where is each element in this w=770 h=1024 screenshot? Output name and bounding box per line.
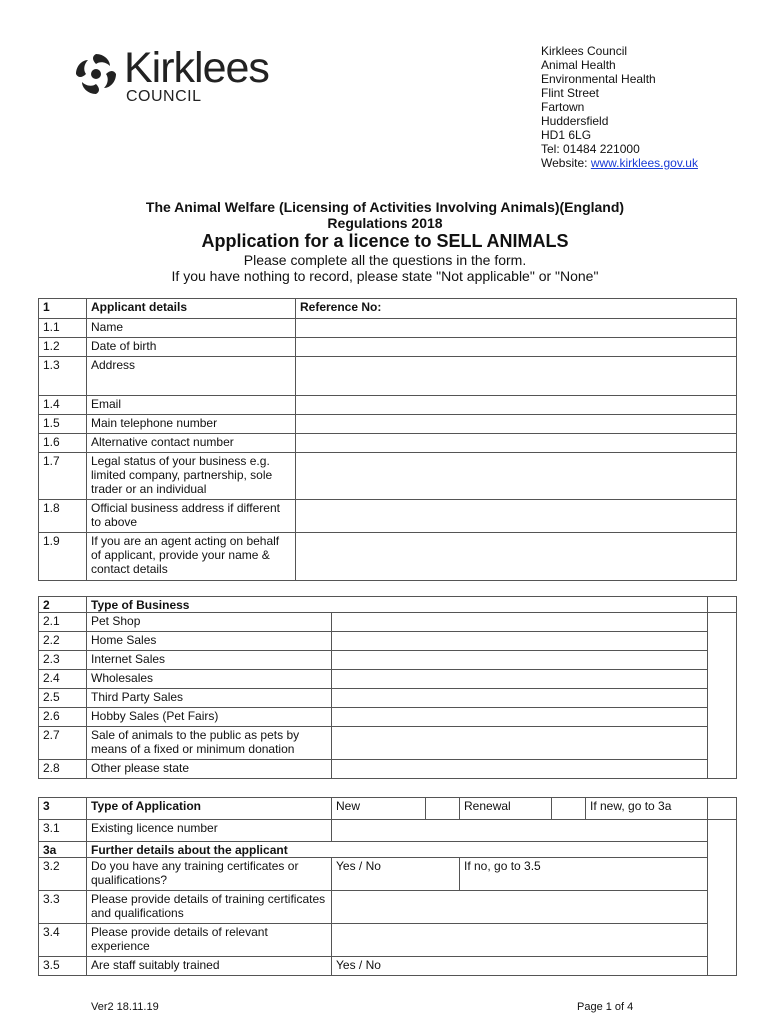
website-label: Website: bbox=[541, 156, 591, 170]
row-number: 1.8 bbox=[39, 500, 87, 533]
section-heading: Type of Application bbox=[87, 798, 332, 820]
address-line: Fartown bbox=[541, 100, 585, 114]
address-line: Tel: 01484 221000 bbox=[541, 142, 640, 156]
field-label: If you are an agent acting on behalf of applicant, provide your name & contact details bbox=[87, 533, 296, 581]
row-number: 2.2 bbox=[39, 632, 87, 651]
renewal-label: Renewal bbox=[460, 798, 552, 820]
row-number: 2.5 bbox=[39, 689, 87, 708]
other-business-input[interactable] bbox=[332, 760, 708, 779]
applicant-details-table bbox=[38, 298, 737, 581]
if-no-note: If no, go to 3.5 bbox=[460, 858, 708, 891]
kirklees-logo bbox=[70, 44, 290, 108]
field-label: Existing licence number bbox=[87, 820, 332, 842]
business-type-label: Wholesales bbox=[87, 670, 332, 689]
row-number: 1.3 bbox=[39, 357, 87, 396]
new-checkbox[interactable] bbox=[426, 798, 460, 820]
business-type-label: Pet Shop bbox=[87, 613, 332, 632]
address-input[interactable] bbox=[296, 357, 737, 396]
email-input[interactable] bbox=[296, 396, 737, 415]
experience-input[interactable] bbox=[332, 924, 708, 957]
business-type-label: Other please state bbox=[87, 760, 332, 779]
section-number: 3 bbox=[39, 798, 87, 820]
website-link[interactable]: www.kirklees.gov.uk bbox=[590, 156, 698, 170]
address-line: Animal Health bbox=[541, 58, 616, 72]
row-number: 2.1 bbox=[39, 613, 87, 632]
new-label: New bbox=[332, 798, 426, 820]
field-label: Main telephone number bbox=[87, 415, 296, 434]
field-label: Name bbox=[87, 319, 296, 338]
kirklees-swirl-icon bbox=[70, 48, 122, 100]
date-of-birth-input[interactable] bbox=[296, 338, 737, 357]
field-label: Do you have any training certificates or qualifications? bbox=[87, 858, 332, 891]
field-label: Please provide details of training certificates and qualifications bbox=[87, 891, 332, 924]
business-type-label: Hobby Sales (Pet Fairs) bbox=[87, 708, 332, 727]
third-party-sales-input[interactable] bbox=[332, 689, 708, 708]
if-new-note: If new, go to 3a bbox=[586, 798, 708, 820]
existing-licence-input[interactable] bbox=[332, 820, 708, 842]
section-number: 1 bbox=[39, 299, 87, 319]
agent-details-input[interactable] bbox=[296, 533, 737, 581]
home-sales-input[interactable] bbox=[332, 632, 708, 651]
main-telephone-input[interactable] bbox=[296, 415, 737, 434]
section-heading: Type of Business bbox=[87, 597, 708, 613]
address-line: Huddersfield bbox=[541, 114, 609, 128]
pet-shop-input[interactable] bbox=[332, 613, 708, 632]
business-address-input[interactable] bbox=[296, 500, 737, 533]
logo-wordmark: Kirklees bbox=[124, 44, 269, 92]
row-number: 3.1 bbox=[39, 820, 87, 842]
row-number: 3.5 bbox=[39, 957, 87, 976]
row-number: 3.4 bbox=[39, 924, 87, 957]
field-label: Email bbox=[87, 396, 296, 415]
renewal-checkbox[interactable] bbox=[552, 798, 586, 820]
business-type-label: Home Sales bbox=[87, 632, 332, 651]
instruction-2: If you have nothing to record, please state "Not applicable" or "None" bbox=[171, 268, 599, 284]
regulation-title: The Animal Welfare (Licensing of Activities Involving Animals)(England) bbox=[145, 199, 625, 215]
donation-sales-input[interactable] bbox=[332, 727, 708, 760]
address-line: Kirklees Council bbox=[541, 44, 628, 58]
subsection-heading: Further details about the applicant bbox=[87, 842, 708, 858]
section3-side-column bbox=[708, 820, 737, 976]
row-number: 1.1 bbox=[39, 319, 87, 338]
business-type-label: Third Party Sales bbox=[87, 689, 332, 708]
section2-side-cell bbox=[708, 597, 737, 613]
form-title: Application for a licence to SELL ANIMALS bbox=[201, 231, 569, 251]
training-yes-no[interactable]: Yes / No bbox=[332, 858, 460, 891]
field-label: Are staff suitably trained bbox=[87, 957, 332, 976]
hobby-sales-input[interactable] bbox=[332, 708, 708, 727]
legal-status-input[interactable] bbox=[296, 453, 737, 500]
type-of-application-table bbox=[38, 797, 737, 976]
row-number: 2.7 bbox=[39, 727, 87, 760]
row-number: 1.2 bbox=[39, 338, 87, 357]
type-of-business-table bbox=[38, 596, 737, 779]
row-number: 2.6 bbox=[39, 708, 87, 727]
field-label: Date of birth bbox=[87, 338, 296, 357]
section-heading: Applicant details bbox=[87, 299, 296, 319]
training-details-input[interactable] bbox=[332, 891, 708, 924]
field-label: Alternative contact number bbox=[87, 434, 296, 453]
field-label: Please provide details of relevant experience bbox=[87, 924, 332, 957]
row-number: 1.4 bbox=[39, 396, 87, 415]
field-label: Address bbox=[87, 357, 296, 396]
row-number: 1.5 bbox=[39, 415, 87, 434]
row-number: 2.8 bbox=[39, 760, 87, 779]
business-type-label: Internet Sales bbox=[87, 651, 332, 670]
row-number: 2.3 bbox=[39, 651, 87, 670]
section-number: 2 bbox=[39, 597, 87, 613]
row-number: 1.9 bbox=[39, 533, 87, 581]
staff-trained-yes-no[interactable]: Yes / No bbox=[332, 957, 708, 976]
address-line: Flint Street bbox=[541, 86, 600, 100]
reference-number-field[interactable]: Reference No: bbox=[296, 299, 737, 319]
row-number: 2.4 bbox=[39, 670, 87, 689]
website-line bbox=[541, 156, 698, 170]
wholesales-input[interactable] bbox=[332, 670, 708, 689]
logo-subtitle: COUNCIL bbox=[126, 88, 202, 105]
row-number: 1.6 bbox=[39, 434, 87, 453]
footer-page-number: Page 1 of 4 bbox=[577, 1001, 634, 1013]
footer-version: Ver2 18.11.19 bbox=[91, 1001, 159, 1013]
address-line: HD1 6LG bbox=[541, 128, 592, 142]
row-number: 3.2 bbox=[39, 858, 87, 891]
regulation-year: Regulations 2018 bbox=[327, 215, 443, 231]
alt-contact-input[interactable] bbox=[296, 434, 737, 453]
row-number: 1.7 bbox=[39, 453, 87, 500]
council-address bbox=[541, 44, 698, 170]
section2-side-column bbox=[708, 613, 737, 779]
field-label: Legal status of your business e.g. limited company, partnership, sole trader or an individual bbox=[87, 453, 296, 500]
name-input[interactable] bbox=[296, 319, 737, 338]
internet-sales-input[interactable] bbox=[332, 651, 708, 670]
section3-side-cell bbox=[708, 798, 737, 820]
row-number: 3.3 bbox=[39, 891, 87, 924]
business-type-label: Sale of animals to the public as pets by means of a fixed or minimum donation bbox=[87, 727, 332, 760]
instruction-1: Please complete all the questions in the form. bbox=[243, 252, 527, 268]
subsection-number: 3a bbox=[39, 842, 87, 858]
address-line: Environmental Health bbox=[541, 72, 656, 86]
field-label: Official business address if different to above bbox=[87, 500, 296, 533]
